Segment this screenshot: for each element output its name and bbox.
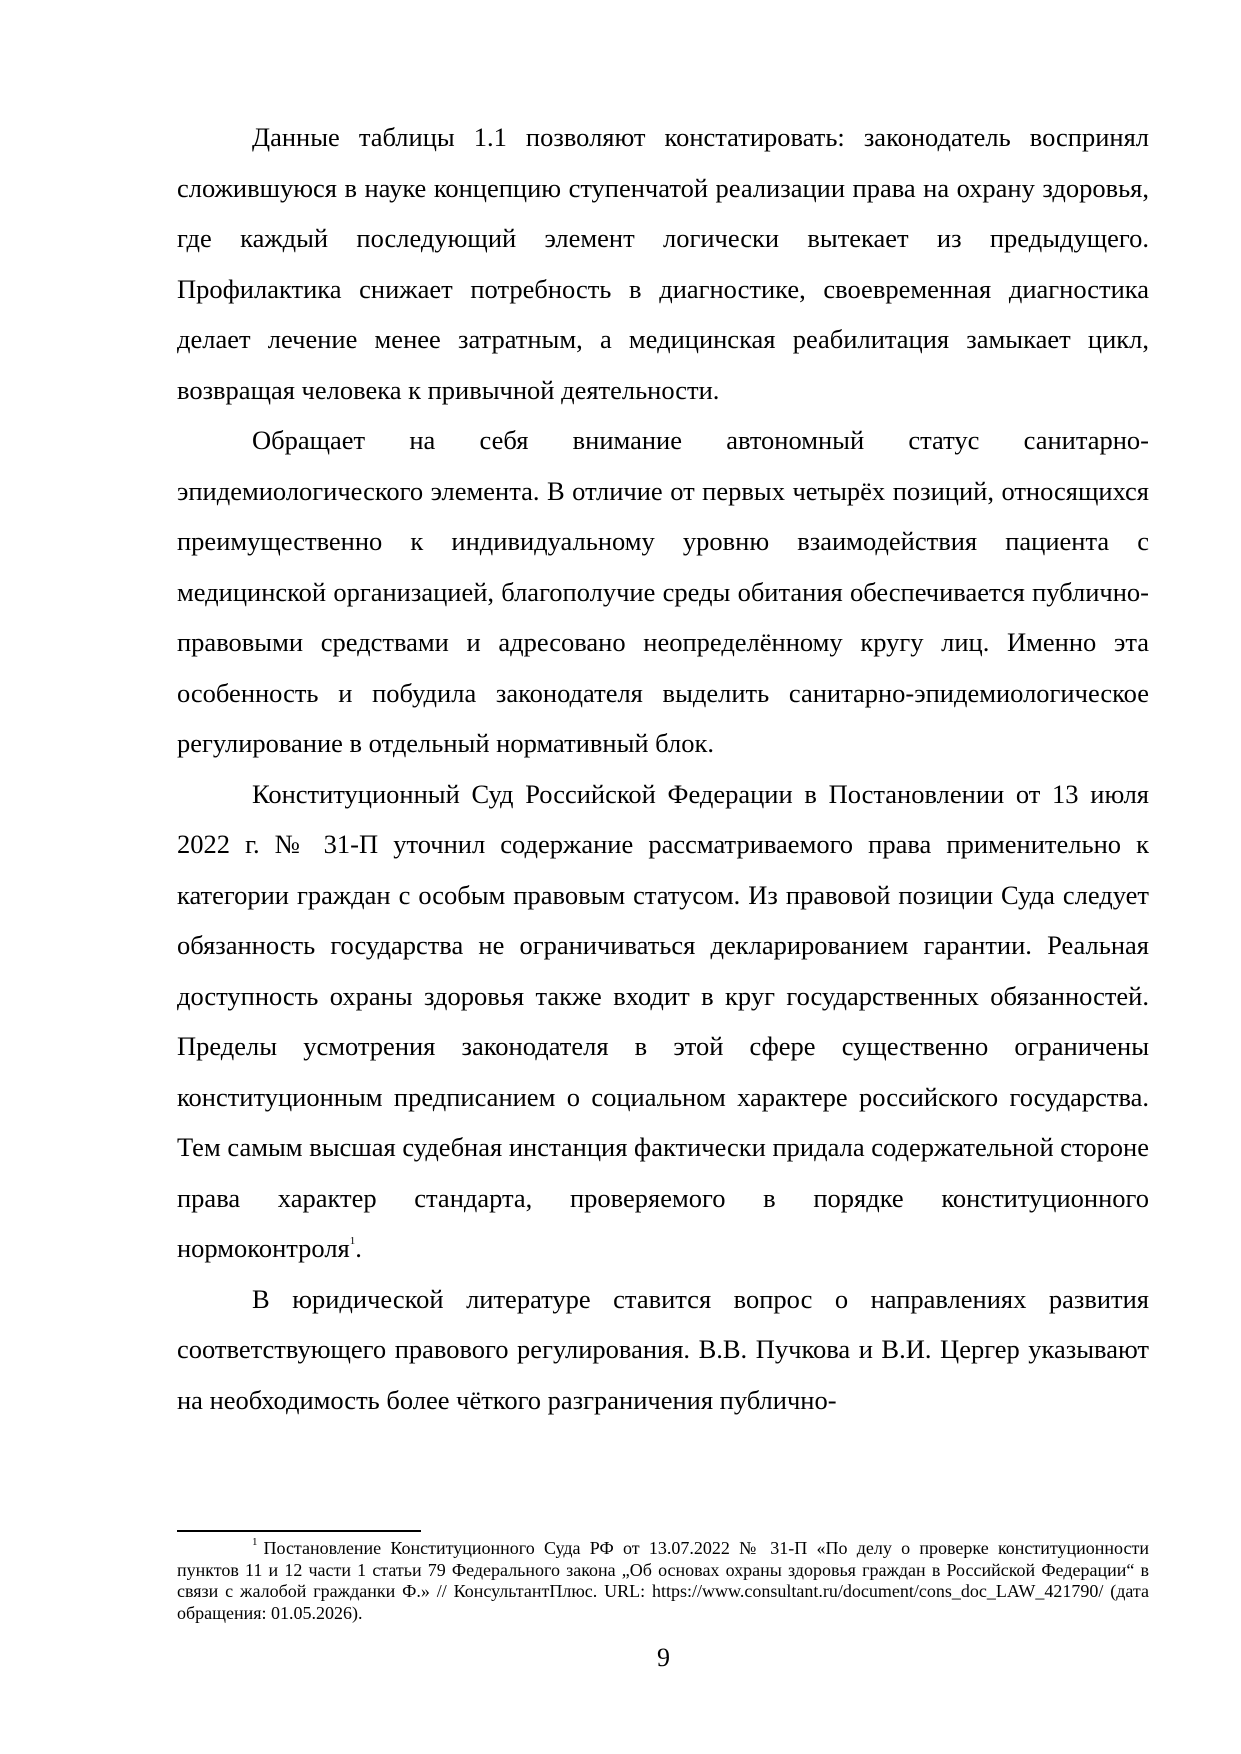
footnote-number: 1 [252, 1536, 258, 1548]
footnote-reference[interactable]: 1 [349, 1235, 356, 1248]
main-text [177, 112, 1149, 1425]
paragraph-1: Данные таблицы 1.1 позволяют констатировать: законодатель воспринял сложившуюся в науке концепцию ступенчатой реализации права на охрану здоровья, где каждый последующий элемент логически вытекает из предыдущего. Профилактика снижает потребность в диагностике, своевременная диагностика делает лечение менее затратным, а медицинская реабилитация замыкает цикл, возвращая человека к привычной деятельности. [177, 122, 1149, 405]
page-number: 9 [657, 1643, 670, 1672]
paragraph-2: Обращает на себя внимание автономный статус санитарно-эпидемиологического элемента. В отличие от первых четырёх позиций, относящихся преимущественно к индивидуальному уровню взаимодействия пациента с медицинской организацией, благополучие среды обитания обеспечивается публично-правовыми средствами и адресовано неопределённому кругу лиц. Именно эта особенность и побудила законодателя выделить санитарно-эпидемиологическое регулирование в отдельный нормативный блок. [177, 425, 1149, 758]
paragraph-3 [177, 769, 1149, 1274]
footnote-text: Постановление Конституционного Суда РФ от 13.07.2022 № 31-П «По делу о проверке конституционности пунктов 11 и 12 части 1 статьи 79 Федерального закона „Об основах охраны здоровья граждан в Российской Федерации“ в связи с жалобой гражданки Ф.» // КонсультантПлюс. URL: https://www.consultant.ru/document/cons_doc_LAW_421790/ (дата обращения: 01.05.2026). [177, 1538, 1149, 1623]
paragraph-3-end: . [355, 1233, 362, 1263]
footnote [177, 1538, 1149, 1624]
footnote-separator [177, 1530, 421, 1532]
paragraph-3-text: Конституционный Суд Российской Федерации в Постановлении от 13 июля 2022 г. № 31-П уточнил содержание рассматриваемого права применительно к категории граждан с особым правовым статусом. Из правовой позиции Суда следует обязанность государства не ограничиваться декларированием гарантии. Реальная доступность охраны здоровья также входит в круг государственных обязанностей. Пределы усмотрения законодателя в этой сфере существенно ограничены конституционным предписанием о социальном характере российского государства. Тем самым высшая судебная инстанция фактически придала содержательной стороне права характер стандарта, проверяемого в порядке конституционного нормоконтроля [177, 778, 1149, 1263]
paragraph-4: В юридической литературе ставится вопрос о направлениях развития соответствующего правового регулирования. В.В. Пучкова и В.И. Цергер указывают на необходимость более чёткого разграничения публично- [177, 1283, 1149, 1415]
